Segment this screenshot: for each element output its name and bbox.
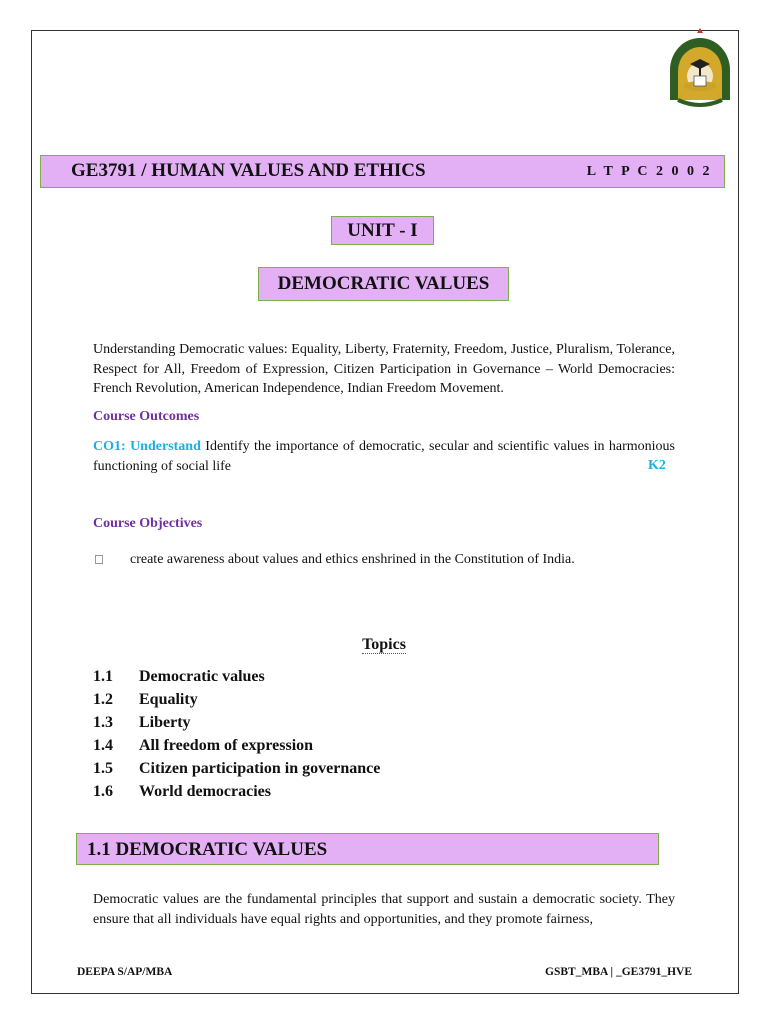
- course-outcomes-heading: Course Outcomes: [93, 409, 200, 424]
- topic-item: [93, 714, 380, 737]
- section-heading-bar: [76, 833, 659, 865]
- footer-course-code: GSBT_MBA | _GE3791_HVE: [545, 966, 692, 978]
- topic-title: Liberty: [139, 714, 191, 731]
- unit-title: DEMOCRATIC VALUES: [258, 267, 509, 301]
- topic-number: 1.3: [93, 714, 113, 731]
- section-paragraph: Democratic values are the fundamental principles that support and sustain a democratic society. They ensure that all individuals have equal rights and opportunities, and they promote fairness,: [93, 892, 675, 927]
- topic-number: 1.6: [93, 783, 113, 800]
- topic-list: [93, 668, 380, 806]
- topic-item: [93, 668, 380, 691]
- objective-item: create awareness about values and ethics enshrined in the Constitution of India.: [130, 552, 575, 567]
- topic-item: [93, 783, 380, 806]
- ltpc-credits: L T P C 2 0 0 2: [586, 164, 712, 179]
- course-objectives-heading: Course Objectives: [93, 516, 203, 531]
- section-title: 1.1 DEMOCRATIC VALUES: [87, 839, 328, 860]
- course-outcome-1: [93, 437, 675, 476]
- co1-text: Identify the importance of democratic, secular and scientific values in harmonious functioning of social life: [93, 439, 675, 474]
- co1-knowledge-level: K2: [648, 458, 666, 473]
- course-header-bar: [40, 155, 725, 188]
- topic-item: [93, 737, 380, 760]
- topic-number: 1.2: [93, 691, 113, 708]
- course-title: GE3791 / HUMAN VALUES AND ETHICS: [71, 160, 426, 181]
- topic-title: All freedom of expression: [139, 737, 314, 754]
- bullet-box-icon: [95, 555, 103, 564]
- topic-item: [93, 691, 380, 714]
- footer-author: DEEPA S/AP/MBA: [77, 966, 173, 978]
- topic-number: 1.5: [93, 760, 113, 777]
- syllabus-paragraph: Understanding Democratic values: Equality, Liberty, Fraternity, Freedom, Justice, Pluralism, Tolerance, Respect for All, Freedom of Expression, Citizen Participation in Governance – World Democracies: French Revolution, American Independence, Indian Freedom Movement.: [93, 342, 675, 396]
- co1-label: CO1: Understand: [93, 439, 201, 454]
- college-seal-icon: [664, 26, 736, 110]
- topic-item: [93, 760, 380, 783]
- topics-heading-text: Topics: [362, 636, 406, 653]
- topic-number: 1.4: [93, 737, 113, 754]
- unit-label: UNIT - I: [331, 216, 434, 245]
- topic-title: Citizen participation in governance: [139, 760, 381, 777]
- topics-heading: [0, 636, 768, 654]
- topic-title: Democratic values: [139, 668, 265, 685]
- topic-title: World democracies: [139, 783, 271, 800]
- topic-number: 1.1: [93, 668, 113, 685]
- topic-title: Equality: [139, 691, 198, 708]
